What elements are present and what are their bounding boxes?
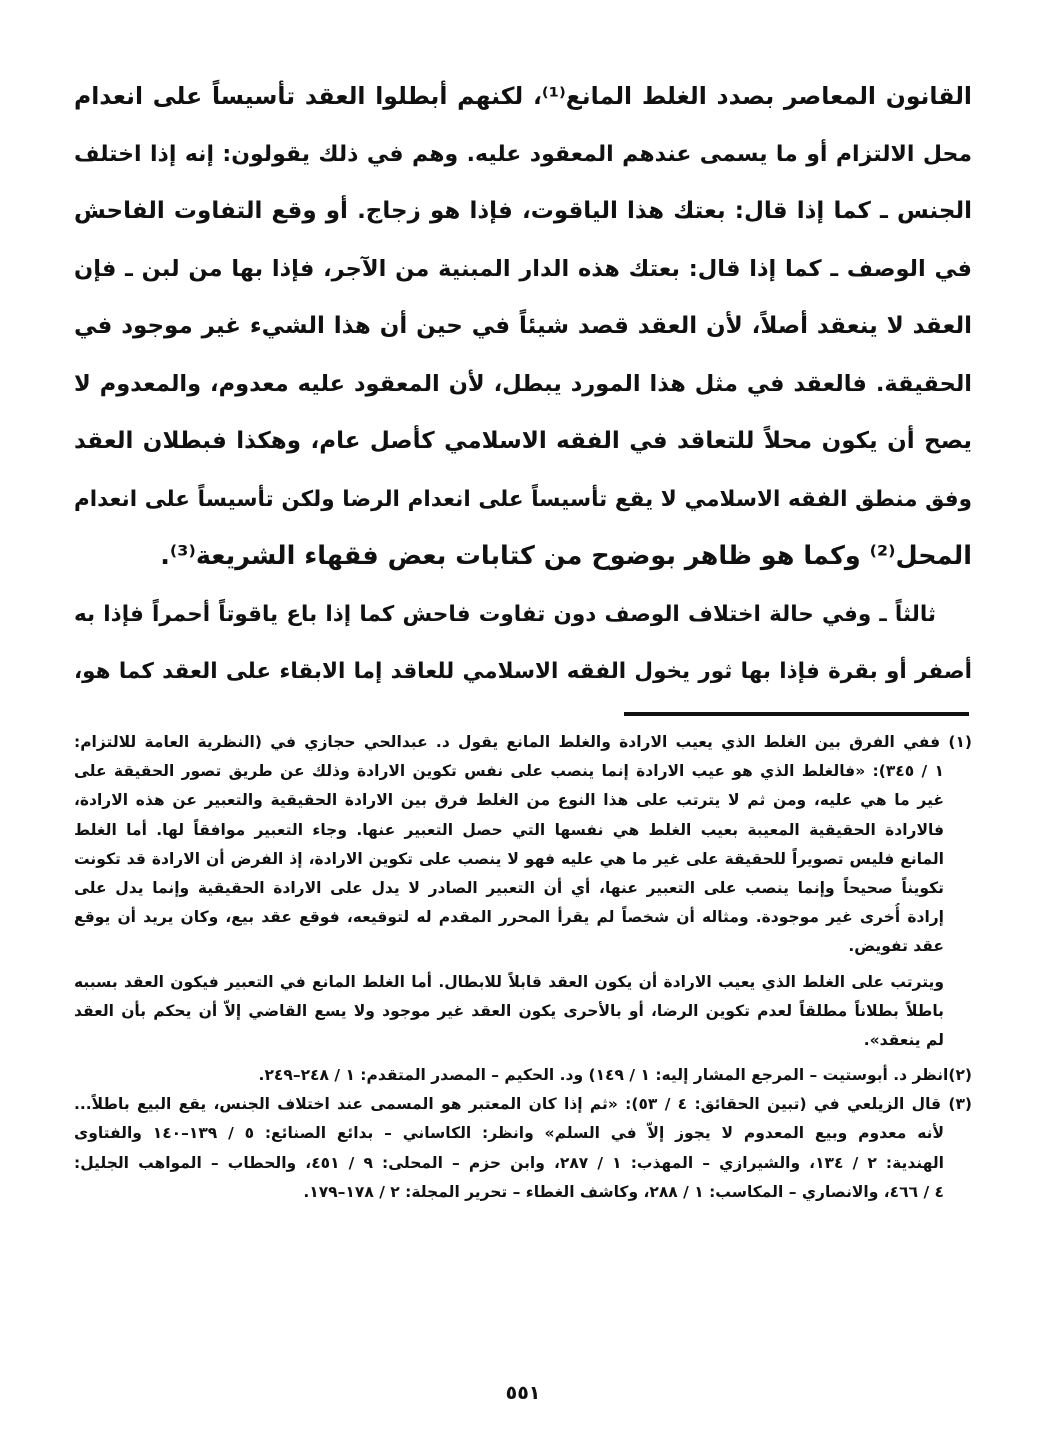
main-text-line: الجنس ـ كما إذا قال: بعتك هذا الياقوت، فإذا هو زجاج. أو وقع التفاوت الفاحش	[74, 198, 972, 224]
main-text-line: أصفر أو بقرة فإذا بها ثور يخول الفقه الاسلامي للعاقد إما الابقاء على العقد كما هو،	[74, 659, 972, 684]
footnote-line: (٢)انظر د. أبوستيت – المرجع المشار إليه: ١ / ١٤٩) ود. الحكيم – المصدر المتقدم: ١ / ٢٤٨–٢٤٩.	[258, 1066, 972, 1085]
footnote-separator	[624, 712, 969, 716]
footnote-1	[74, 728, 972, 1055]
main-text-line: يصح أن يكون محلاً للتعاقد في الفقه الاسلامي كأصل عام، وهكذا فبطلان العقد	[74, 428, 972, 454]
footnote-line: ويترتب على الغلط الذي يعيب الارادة أن يكون العقد قابلاً للابطال. أما الغلط المانع في التعبير فيكون العقد بسببه	[74, 972, 944, 991]
footnote-line: ١ / ٣٤٥): «فالغلط الذي هو عيب الارادة إنما ينصب على نفس تكوين الارادة وذلك عن طريق تصور الحقيقة على	[74, 762, 944, 781]
footnote-line: عقد تفويض.	[848, 937, 944, 956]
main-text-line: ثالثاً ـ وفي حالة اختلاف الوصف دون تفاوت فاحش كما إذا باع ياقوتاً أحمراً فإذا به	[74, 601, 936, 627]
main-text-line: المحل⁽²⁾ وكما هو ظاهر بوضوح من كتابات بعض فقهاء الشريعة⁽³⁾.	[160, 541, 972, 571]
footnote-2	[74, 1061, 972, 1090]
footnote-line: غير ما هي عليه، ومن ثم لا يترتب على هذا النوع من الغلط فرق بين الارادة الحقيقية والتعبير عن هذه الارادة،	[74, 791, 944, 810]
main-text-line: القانون المعاصر بصدد الغلط المانع⁽¹⁾، لكنهم أبطلوا العقد تأسيساً على انعدام	[74, 82, 972, 110]
main-text-line: محل الالتزام أو ما يسمى عندهم المعقود عليه. وهم في ذلك يقولون: إنه إذا اختلف	[74, 141, 972, 167]
main-text-line: وفق منطق الفقه الاسلامي لا يقع تأسيساً على انعدام الرضا ولكن تأسيساً على انعدام	[74, 486, 972, 512]
footnote-line: لأنه معدوم وبيع المعدوم لا يجوز إلاّ في السلم» وانظر: الكاساني – بدائع الصنائع: ٥ / ١٣٩–١٤٠ والفتاوى	[74, 1124, 944, 1143]
page-number: ٥٥١	[505, 1382, 541, 1404]
footnotes-section	[74, 728, 972, 1207]
footnote-line: تكويناً صحيحاً وإنما ينصب على التعبير عنها، أي أن التعبير الصادر لا يدل على الارادة الحقيقية وإنما يدل على	[74, 878, 944, 897]
footnote-line: إرادة أُخرى غير موجودة. ومثاله أن شخصاً لم يقرأ المحرر المقدم له لتوقيعه، فوقع عقد بيع، وكان يريد أن يوقع	[74, 908, 944, 927]
footnote-line: الهندية: ٢ / ١٣٤، والشيرازي – المهذب: ١ / ٢٨٧، وابن حزم – المحلى: ٩ / ٤٥١، والحطاب – المواهب الجليل:	[74, 1153, 944, 1172]
main-text-line: في الوصف ـ كما إذا قال: بعتك هذه الدار المبنية من الآجر، فإذا بها من لبن ـ فإن	[74, 255, 972, 282]
main-text-line: الحقيقة. فالعقد في مثل هذا المورد يبطل، لأن المعقود عليه معدوم، والمعدوم لا	[74, 370, 972, 397]
footnote-line: فالارادة الحقيقية المعيبة بعيب الغلط هي نفسها التي حصل التعبير عنها. وجاء التعبير موافقاً لها. أما الغلط	[74, 820, 944, 839]
main-text-body	[74, 68, 972, 701]
footnote-line: (٣) قال الزيلعي في (تبين الحقائق: ٤ / ٥٣): «ثم إذا كان المعتبر هو المسمى عند اختلاف الجنس، يقع البيع باطلاً...	[74, 1095, 972, 1114]
footnote-line: المانع فليس تصويراً للحقيقة على غير ما هي عليه فهو لا ينصب على تكوين الارادة، إذ الفرض أن الارادة قد تكونت	[74, 849, 944, 868]
footnote-line: (١) ففي الفرق بين الغلط الذي يعيب الارادة والغلط المانع يقول د. عبدالحي حجازي في (النظرية العامة للالتزام:	[74, 733, 972, 751]
footnote-line: ٤ / ٤٦٦، والانصاري – المكاسب: ١ / ٢٨٨، وكاشف الغطاء – تحرير المجلة: ٢ / ١٧٨–١٧٩.	[303, 1182, 944, 1201]
footnote-3	[74, 1090, 972, 1207]
main-text-line: العقد لا ينعقد أصلاً، لأن العقد قصد شيئاً في حين أن هذا الشيء غير موجود في	[74, 313, 972, 339]
footnote-line: لم ينعقد».	[863, 1030, 944, 1049]
footnote-line: باطلاً بطلاناً مطلقاً لعدم تكوين الرضا، أو بالأحرى يكون العقد غير موجود ولا يسع القاضي إلاّ أن يحكم بأن العقد	[74, 1001, 944, 1020]
